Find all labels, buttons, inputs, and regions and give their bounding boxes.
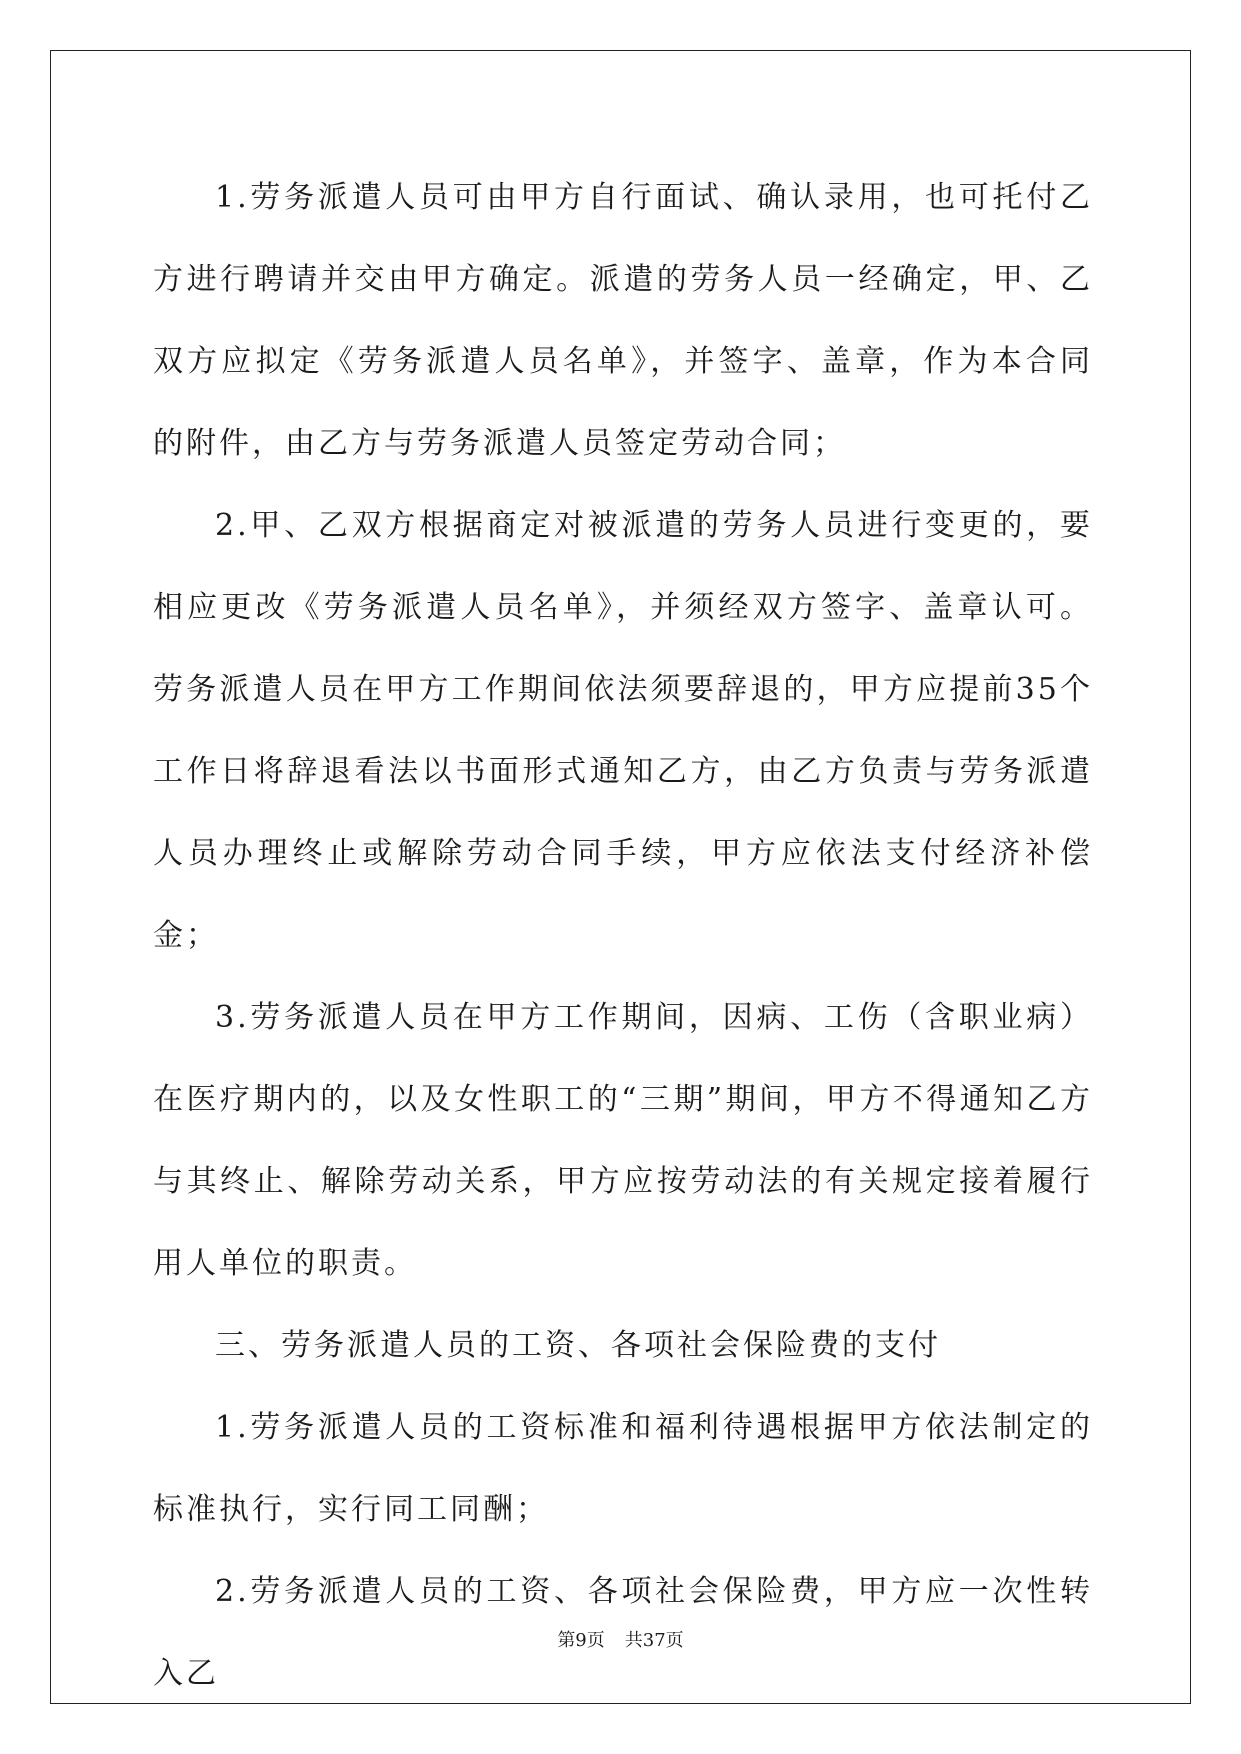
paragraph-wage-2: 2.劳务派遣人员的工资、各项社会保险费，甲方应一次性转入乙 (153, 1574, 1093, 1691)
section-heading: 三、劳务派遣人员的工资、各项社会保险费的支付 (215, 1328, 941, 1363)
paragraph-wage-1: 1.劳务派遣人员的工资标准和福利待遇根据甲方依法制定的标准执行，实行同工同酬； (153, 1410, 1093, 1527)
paragraph-clause-3: 3.劳务派遣人员在甲方工作期间，因病、工伤（含职业病）在医疗期内的，以及女性职工的“三期”期间，甲方不得通知乙方与其终止、解除劳动关系，甲方应按劳动法的有关规定接着履行用人单位的职责。 (153, 1000, 1093, 1281)
page-number: 第9页 (557, 1630, 605, 1651)
paragraph-clause-2: 2.甲、乙双方根据商定对被派遣的劳务人员进行变更的，要相应更改《劳务派遣人员名单》，并须经双方签字、盖章认可。劳务派遣人员在甲方工作期间依法须要辞退的，甲方应提前35个工作日将辞退看法以书面形式通知乙方，由乙方负责与劳务派遣人员办理终止或解除劳动合同手续，甲方应依法支付经济补偿金； (153, 508, 1093, 953)
page-total: 共37页 (624, 1630, 684, 1651)
paragraph-clause-1: 1.劳务派遣人员可由甲方自行面试、确认录用，也可托付乙方进行聘请并交由甲方确定。派遣的劳务人员一经确定，甲、乙双方应拟定《劳务派遣人员名单》，并签字、盖章，作为本合同的附件，由乙方与劳务派遣人员签定劳动合同； (153, 180, 1093, 461)
document-body (153, 157, 1093, 1715)
page-footer (0, 1626, 1241, 1652)
